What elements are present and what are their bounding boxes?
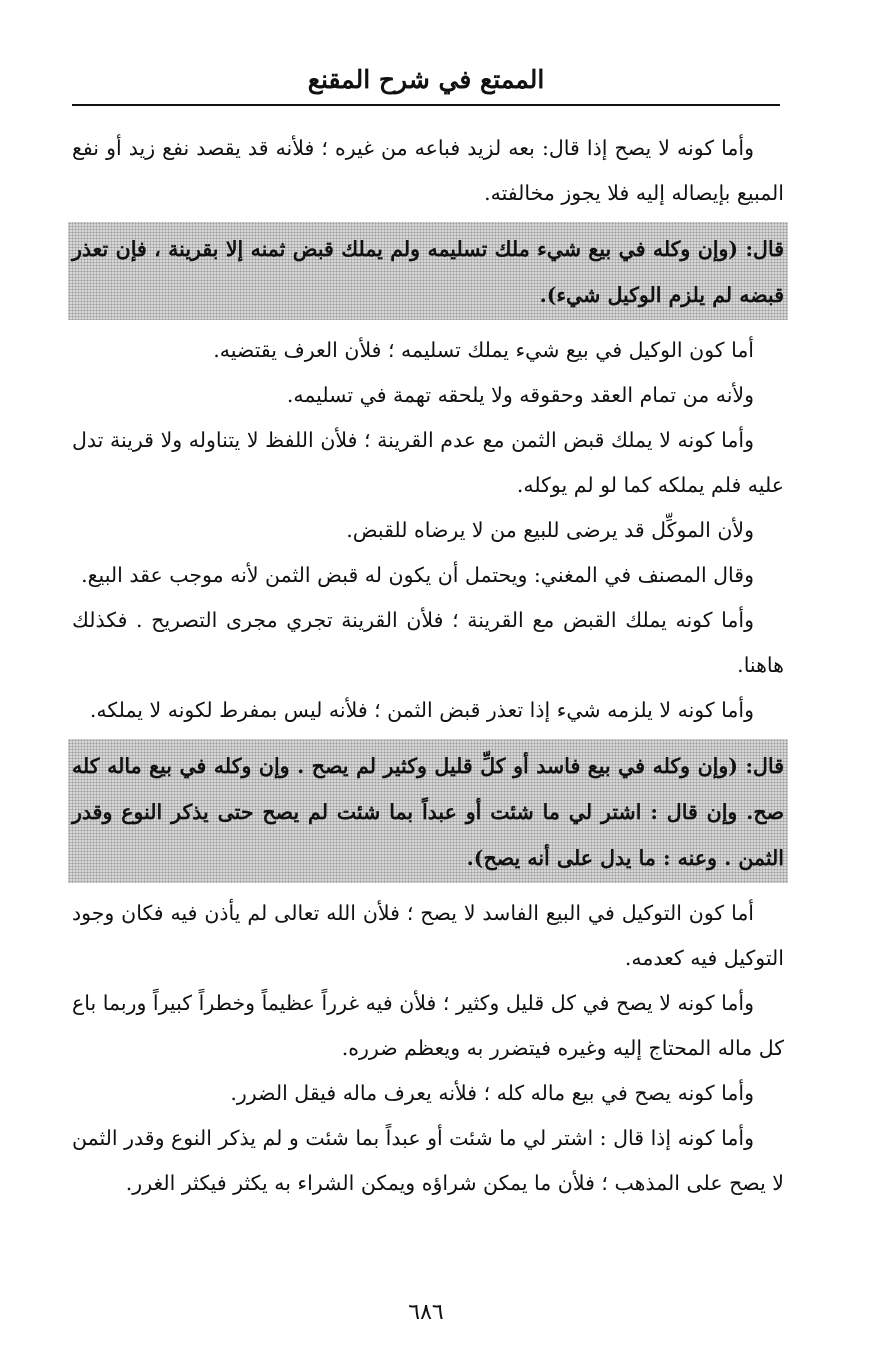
paragraph: وأما كونه لا يصح في كل قليل وكثير ؛ فلأن فيه غرراً عظيماً وخطراً كبيراً وربما باع كل ماله المحتاج إليه وغيره فيتضرر به ويعظم ضرره.	[72, 991, 784, 1060]
paragraph: ولأن الموكِّل قد يرضى للبيع من لا يرضاه للقبض.	[346, 518, 754, 542]
paragraph: وأما كونه يملك القبض مع القرينة ؛ فلأن القرينة تجري مجرى التصريح . فكذلك هاهنا.	[72, 608, 784, 677]
quoted-text-block: قال: (وإن وكله في بيع شيء ملك تسليمه ولم يملك قبض ثمنه إلا بقرينة ، فإن تعذر قبضه لم يلزم الوكيل شيء).	[68, 222, 788, 320]
header-rule	[72, 104, 780, 106]
paragraph: وأما كونه إذا قال : اشتر لي ما شئت أو عبداً بما شئت و لم يذكر النوع وقدر الثمن لا يصح على المذهب ؛ فلأن ما يمكن شراؤه ويمكن الشراء به يكثر فيكثر الغرر.	[72, 1126, 784, 1195]
paragraph: وقال المصنف في المغني: ويحتمل أن يكون له قبض الثمن لأنه موجب عقد البيع.	[81, 563, 754, 587]
quoted-text-block: قال: (وإن وكله في بيع فاسد أو كلِّ قليل وكثير لم يصح . وإن وكله في بيع ماله كله صح. وإن قال : اشتر لي ما شئت أو عبداً بما شئت لم يصح حتى يذكر النوع وقدر الثمن . وعنه : ما يدل على أنه يصح).	[68, 739, 788, 883]
running-header: الممتع في شرح المقنع	[307, 65, 545, 94]
paragraph: وأما كونه لا يملك قبض الثمن مع عدم القرينة ؛ فلأن اللفظ لا يتناوله ولا قرينة تدل عليه فلم يملكه كما لو لم يوكله.	[72, 428, 784, 497]
paragraph: أما كون الوكيل في بيع شيء يملك تسليمه ؛ فلأن العرف يقتضيه.	[213, 338, 754, 362]
page-number: ٦٨٦	[408, 1300, 444, 1325]
paragraph: وأما كونه يصح في بيع ماله كله ؛ فلأنه يعرف ماله فيقل الضرر.	[230, 1081, 754, 1105]
paragraph: وأما كونه لا يصح إذا قال: بعه لزيد فباعه من غيره ؛ فلأنه قد يقصد نفع زيد أو نفع المبيع بإيصاله إليه فلا يجوز مخالفته.	[72, 136, 784, 205]
paragraph: وأما كونه لا يلزمه شيء إذا تعذر قبض الثمن ؛ فلأنه ليس بمفرط لكونه لا يملكه.	[89, 698, 754, 722]
paragraph: أما كون التوكيل في البيع الفاسد لا يصح ؛ فلأن الله تعالى لم يأذن فيه فكان وجود التوكيل فيه كعدمه.	[72, 901, 784, 970]
paragraph: ولأنه من تمام العقد وحقوقه ولا يلحقه تهمة في تسليمه.	[286, 383, 754, 407]
page-body	[72, 126, 784, 1206]
